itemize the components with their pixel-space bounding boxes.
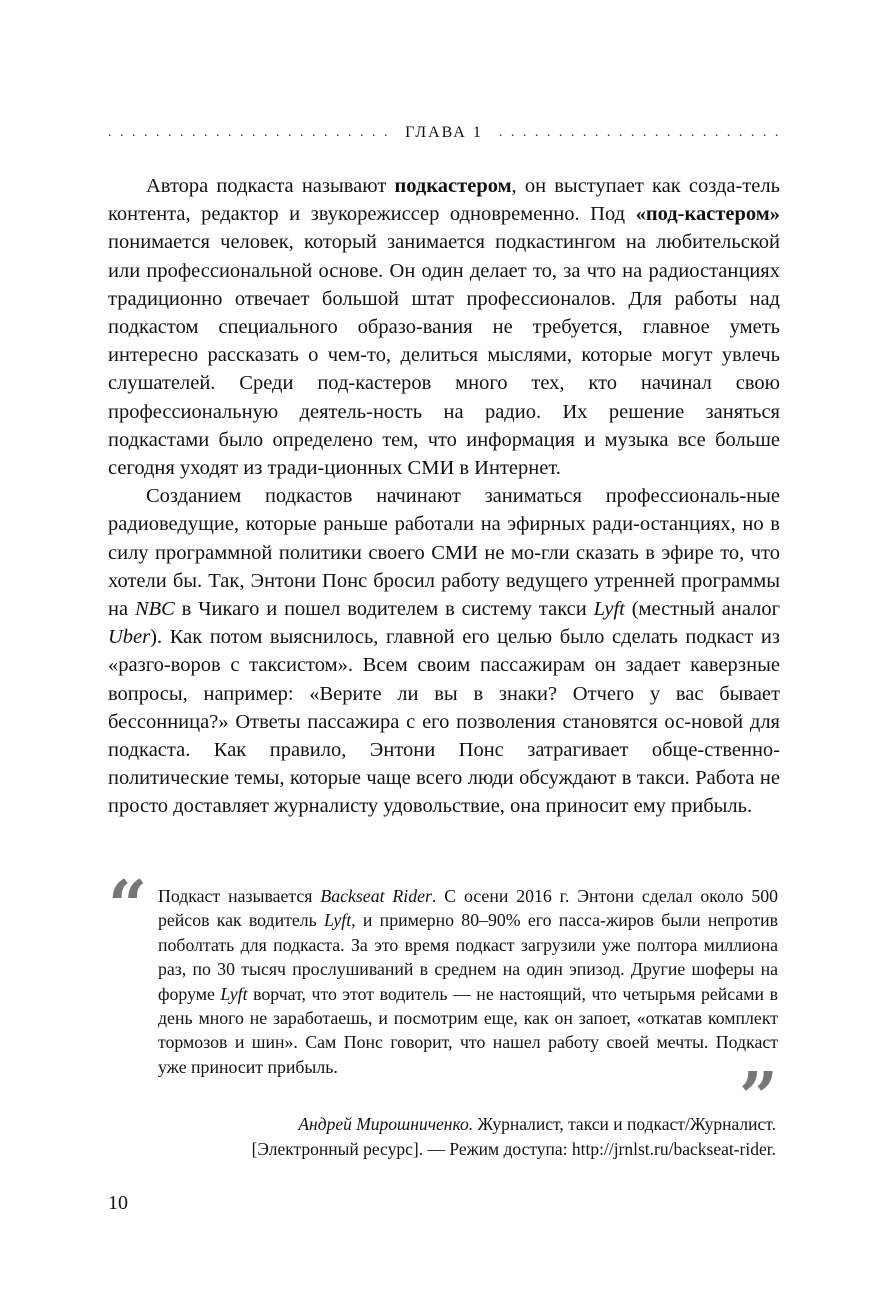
p2-text-1: Созданием подкастов начинают заниматься профессиональ-ные радиоведущие, которые раньше работали на эфирных ради-останциях, но в силу программной политики своего СМИ не мо-гли сказать в эфире то, что хотели бы. Так, Энтони Понс бросил работу ведущего утренней программы на <box>108 485 780 621</box>
paragraph-1 <box>108 172 780 482</box>
p2-italic-nbc: NBC <box>134 598 175 621</box>
paragraph-2 <box>108 482 780 820</box>
header-dots-right <box>499 125 780 141</box>
quote-text-2: . С осени 2016 г. Энтони сделал около 500 рейсов как водитель <box>158 886 778 931</box>
quote-text-4: ворчат, что этот водитель — не настоящий, что четырьмя рейсами в день много не заработаешь, и посмотрим еще, как он запоет, «откатав комплект тормозов и шин». Сам Понс говорит, что нашел работу своей мечты. Подкаст уже приносит прибыль. <box>158 983 778 1077</box>
quote-source <box>108 1112 776 1162</box>
p2-text-3: (местный аналог <box>624 598 781 621</box>
page-number: 10 <box>108 1192 128 1214</box>
p2-text-2: в Чикаго и пошел водителем в систему такси <box>174 598 594 621</box>
header-dots-left <box>108 125 389 141</box>
p1-text-3: понимается человек, который занимается подкастингом на любительской или профессиональной основе. Он один делает то, за что на радиостанциях традиционно отвечает большой штат профессионалов. Для работы над подкастом специального образо-вания не требуется, главное уметь интересно рассказать о чем-то, делиться мыслями, которые могут увлечь слушателей. Среди под-кастеров много тех, кто начинал свою профессиональную деятель-ность на радио. Их решение заняться подкастами было определено тем, что информация и музыка все больше сегодня уходят из тради-ционных СМИ в Интернет. <box>108 231 780 480</box>
quote-italic-lyft-2: Lyft <box>220 983 248 1004</box>
source-line-1 <box>108 1112 776 1137</box>
source-line-2: [Электронный ресурс]. — Режим доступа: http://jrnlst.ru/backseat-rider. <box>251 1139 776 1159</box>
p1-bold-1: подкастером <box>394 175 512 197</box>
p2-italic-uber: Uber <box>108 626 151 649</box>
open-quote-icon: “ <box>108 866 148 946</box>
quote-text <box>158 884 778 1079</box>
p2-italic-lyft: Lyft <box>593 598 625 621</box>
running-header <box>108 124 780 142</box>
source-title: Журналист, такси и подкаст/Журналист. <box>473 1114 776 1134</box>
close-quote-icon: ” <box>738 1058 778 1138</box>
source-author: Андрей Мирошниченко. <box>298 1114 474 1134</box>
main-text <box>108 172 780 821</box>
quote-text-3: и примерно 80–90% его пасса-жиров были непротив поболтать для подкаста. За это время подкаст загрузили уже полтора миллиона раз, по 30 тысяч прослушиваний в среднем на один эпизод. Другие шоферы на форуме <box>158 910 778 1004</box>
p1-text-1: Автора подкаста называют <box>146 175 395 197</box>
chapter-title: ГЛАВА 1 <box>405 124 483 141</box>
p2-text-4: ). Как потом выяснилось, главной его целью было сделать подкаст из «разго-воров с таксистом». Всем своим пассажирам он задает каверзные вопросы, например: «Верите ли вы в знаки? Отчего у вас бывает бессонница?» Ответы пассажира с его позволения становятся ос-новой для подкаста. Как правило, Энтони Понс затрагивает обще-ственно-политические темы, которые чаще всего люди обсуждают в такси. Работа не просто доставляет журналисту удовольствие, она приносит ему прибыль. <box>108 626 780 818</box>
quote-italic-lyft-1: Lyft, <box>324 910 356 931</box>
p1-bold-2: «под-кастером» <box>635 203 780 226</box>
quote-italic-title: Backseat Rider <box>320 886 432 906</box>
quote-text-1: Подкаст называется <box>158 886 321 906</box>
p1-text-2: , он выступает как созда-тель контента, редактор и звукорежиссер одновременно. Под <box>108 175 780 226</box>
